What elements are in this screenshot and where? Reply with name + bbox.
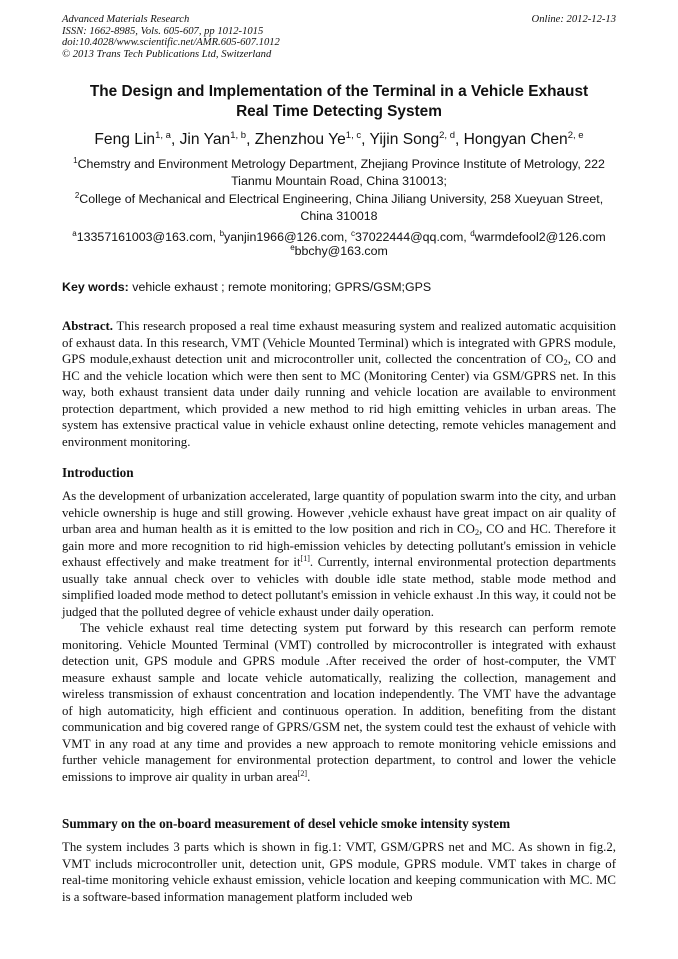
paragraph-text: . Currently, internal environmental protection departments usually take annual check over to vehicles with double idle state method, stable mode method and simplified loaded mode method to detect pollutant's emission in vehicle exhaust .In this way, it could not be judged that the polluted degree of vehicle exhaust under daily operation.: [62, 555, 617, 619]
author-name: Feng Lin: [94, 131, 156, 148]
keywords-label: Key words:: [62, 280, 129, 294]
abstract: [62, 318, 616, 450]
paper-title: [60, 82, 618, 121]
affiliation-2: [60, 191, 618, 224]
author-affiliation-mark: 1, b: [230, 130, 247, 141]
section-heading-introduction: Introduction: [62, 465, 134, 480]
abstract-text: This research proposed a real time exhaust measuring system and realized automatic acquisition of exhaust data. In this research, VMT (Vehicle Mounted Terminal) which is integrated with GPRS module, GPS module,exhaust detection unit and microcontroller unit, collected the concentration of CO: [62, 319, 616, 366]
title-line-2: Real Time Detecting System: [236, 102, 442, 120]
email-mark: a: [72, 229, 77, 238]
author-affiliation-mark: 2, e: [567, 130, 584, 141]
running-header: [62, 14, 616, 60]
author-affiliation-mark: 1, a: [155, 130, 171, 141]
email-address: 13357161003@163.com,: [76, 230, 217, 244]
email-mark: c: [350, 229, 355, 238]
email-mark: d: [470, 229, 475, 238]
paragraph-text: The vehicle exhaust real time detecting system put forward by this research can perform remote monitoring. Vehicle Mounted Terminal (VMT) controlled by microcontroller is integrated with exhaust detection unit, GPS module and GPRS module .After received the order of host-computer, the VMT measure exhaust sample and locate vehicle automatically, realizing the collection, management and wireless transmission of exhaust concentration and location independently. The VMT have the advantage of high automaticity, high efficient and continuous operation. In addition, benefiting from the distant communication and big covered range of GPRS/GSM net, the system could test the exhaust of vehicle with VMT in any road at any time and provides a new approach to remote monitoring vehicle emissions and further vehicle management for environmental protection department, to control and lower the vehicle emissions to improve air quality in urban area: [62, 621, 616, 784]
doi-line: doi:10.4028/www.scientific.net/AMR.605-607.1012: [62, 37, 280, 49]
author-name: Yijin Song: [369, 131, 440, 148]
paragraph: The system includes 3 parts which is shown in fig.1: VMT, GSM/GPRS net and MC. As shown in fig.2, VMT includs microcontroller unit, detection unit, GPS module, GPRS module. VMT takes in charge of real-time monitoring vehicle exhaust emission, vehicle location and keeping communication with MC. MC is a software-based information management platform included web: [62, 840, 616, 904]
journal-name: Advanced Materials Research: [62, 14, 190, 25]
paragraph: [62, 620, 616, 785]
subscript: 2: [563, 357, 568, 367]
paragraph: [62, 488, 616, 620]
author-affiliation-mark: 1, c: [345, 130, 362, 141]
abstract-label: Abstract.: [62, 319, 114, 333]
author-list: Feng Lin$^{1, a}$, Jin Yan$^{1, b}$, Zhenzhou Ye$^{1, c}$, Yijin Song$^{2, d}$, Hongyan Chen$^{2, e}$: [94, 130, 584, 148]
author-name: Jin Yan: [179, 131, 231, 148]
paragraph-text: , CO and HC. Therefore it gain more and more recognition to rid high-emission vehicles by detecting pollutant's emission in vehicle exhaust effectively and make treatment for it: [62, 522, 616, 569]
author-affiliation-mark: 2, d: [439, 130, 455, 141]
author-name: Hongyan Chen: [463, 131, 568, 148]
email-address: warmdefool2@126.com: [474, 230, 606, 244]
affiliation-1: [60, 156, 618, 189]
email-mark: b: [219, 229, 225, 238]
abstract-text: , CO and HC and the vehicle location which were then sent to MC (Monitoring Center) via GSM/GPRS net. In this way, both exhaust transient data under daily running and vehicle location are available to environment protection department, which provided a new method to rid high emitting vehicles in urban areas. The system has extensive practical value in vehicle exhaust online detecting, remote vehicles management and environment monitoring.: [62, 352, 616, 449]
email-address: yanjin1966@126.com,: [224, 230, 348, 244]
paragraph-text: .: [307, 769, 311, 784]
affiliation-mark: 1: [73, 156, 78, 165]
issn-line: ISSN: 1662-8985, Vols. 605-607, pp 1012-1015: [62, 25, 264, 37]
citation: [2]: [297, 768, 308, 778]
email-address: 37022444@qq.com,: [354, 230, 467, 244]
introduction-body: [62, 488, 616, 785]
subscript: 2: [474, 527, 480, 537]
affiliation-mark: 2: [74, 191, 80, 200]
summary-body: [62, 839, 616, 905]
online-date: Online: 2012-12-13: [531, 14, 616, 25]
email-mark: e: [290, 243, 295, 252]
section-heading-summary: Summary on the on-board measurement of desel vehicle smoke intensity system: [62, 816, 511, 831]
affiliation-text: Chemstry and Environment Metrology Department, Zhejiang Province Institute of Metrology, 222 Tianmu Mountain Road, China 310013;: [77, 157, 605, 188]
email-list: [60, 230, 618, 258]
copyright-line: © 2013 Trans Tech Publications Ltd, Switzerland: [62, 48, 272, 60]
title-line-1: The Design and Implementation of the Terminal in a Vehicle Exhaust: [89, 83, 589, 100]
author-name: Zhenzhou Ye: [254, 131, 346, 148]
affiliation-text: College of Mechanical and Electrical Engineering, China Jiliang University, 258 Xueyuan Street, China 310018: [79, 192, 604, 223]
email-address: bbchy@163.com: [294, 244, 388, 258]
keywords: [62, 279, 618, 295]
citation: [1]: [300, 554, 310, 563]
paragraph-text: As the development of urbanization accelerated, large quantity of population swarm into the city, and urban vehicle ownership is huge and still growing. However ,vehicle exhaust have great impact on air quality of urban area and human health as it is emitted to the low position and rich in CO: [62, 489, 616, 536]
keywords-text: vehicle exhaust ; remote monitoring; GPRS/GSM;GPS: [132, 280, 432, 294]
